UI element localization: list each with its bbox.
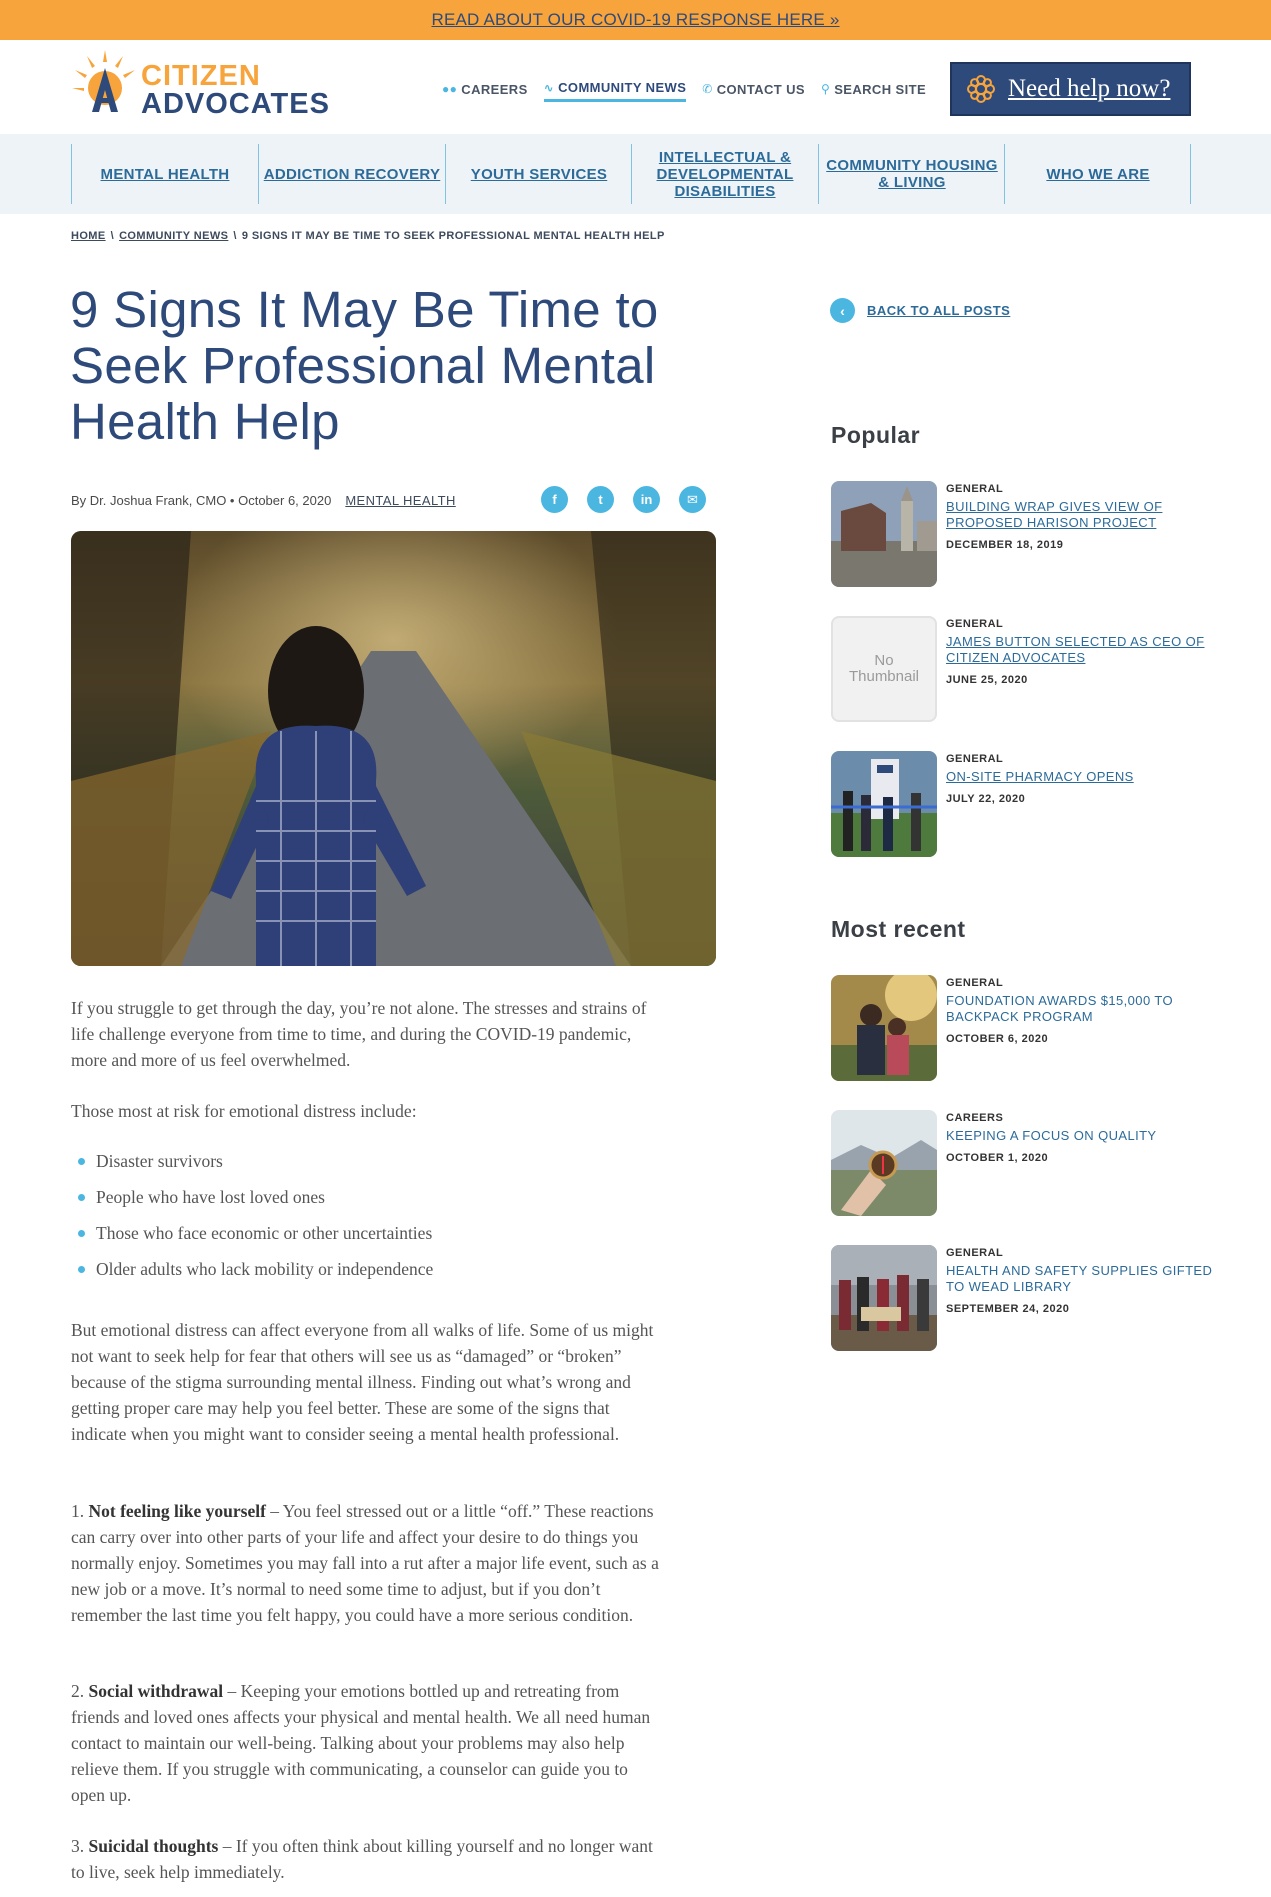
- recent-post[interactable]: [831, 1245, 1231, 1351]
- post-date: JUNE 25, 2020: [946, 674, 1028, 686]
- nav-careers[interactable]: [442, 80, 528, 102]
- popular-post[interactable]: [831, 751, 1231, 857]
- utility-nav: [442, 80, 942, 102]
- hero-image: [71, 531, 716, 966]
- breadcrumb-home[interactable]: HOME: [71, 230, 106, 242]
- breadcrumb-separator: \: [233, 230, 237, 242]
- post-date: DECEMBER 18, 2019: [946, 539, 1064, 551]
- covid-banner-link[interactable]: READ ABOUT OUR COVID-19 RESPONSE HERE »: [431, 10, 840, 29]
- nav-community-news-label: COMMUNITY NEWS: [558, 80, 687, 95]
- breadcrumb: [71, 230, 665, 242]
- sign-3-number: 3.: [71, 1836, 85, 1856]
- post-thumbnail[interactable]: [831, 975, 937, 1081]
- flower-icon: [966, 74, 996, 104]
- most-recent-heading: Most recent: [831, 916, 966, 942]
- post-category: GENERAL: [946, 483, 1004, 495]
- post-info: [946, 753, 1226, 805]
- logo[interactable]: [70, 48, 330, 118]
- post-thumbnail[interactable]: [831, 481, 937, 587]
- post-thumbnail[interactable]: [831, 1245, 937, 1351]
- post-category: GENERAL: [946, 618, 1004, 630]
- popular-post[interactable]: [831, 616, 1231, 722]
- phone-icon: ✆: [702, 82, 713, 96]
- woman-on-road-illustration: [71, 531, 716, 966]
- sign-2-text: – Keeping your emotions bottled up and retreating from friends and loved ones affects your physical and mental health. We all need human contact to maintain our well-being. Talking about your problems may also help relieve them. If you struggle with communicating, a counselor can guide you to open up.: [71, 1681, 651, 1805]
- building-thumbnail-image: [831, 481, 937, 587]
- breadcrumb-current: 9 SIGNS IT MAY BE TIME TO SEEK PROFESSIONAL MENTAL HEALTH HELP: [241, 230, 665, 242]
- sign-2-title: Social withdrawal: [88, 1681, 224, 1701]
- logo-mark-icon: [70, 48, 140, 118]
- search-icon: ⚲: [821, 82, 831, 96]
- main-nav-youth-services[interactable]: YOUTH SERVICES: [445, 144, 632, 204]
- no-thumbnail-line1: No: [874, 652, 894, 669]
- post-date: OCTOBER 1, 2020: [946, 1152, 1049, 1164]
- rss-icon: ∿: [543, 80, 555, 95]
- sign-3: [71, 1833, 661, 1885]
- post-category: GENERAL: [946, 1247, 1004, 1259]
- main-nav-who-we-are[interactable]: WHO WE ARE: [1004, 144, 1191, 204]
- article-paragraph-risk: Those most at risk for emotional distress include:: [71, 1101, 417, 1121]
- sign-1: [71, 1498, 661, 1628]
- sign-1-title: Not feeling like yourself: [88, 1501, 266, 1521]
- sign-1-text: – You feel stressed out or a little “off.” These reactions can carry over into other parts of your life and affect your desire to do things you normally enjoy. Sometimes you may fall into a rut after a major life event, such as a new job or a move. It’s normal to need some time to adjust, but if you don’t remember the last time you felt happy, you could have a more serious condition.: [71, 1501, 659, 1625]
- library-donation-thumbnail-image: [831, 1245, 937, 1351]
- main-nav-idd[interactable]: INTELLECTUAL & DEVELOPMENTAL DISABILITIES: [631, 144, 818, 204]
- logo-text: [141, 62, 330, 118]
- linkedin-icon[interactable]: in: [633, 486, 660, 513]
- no-thumbnail-line2: Thumbnail: [848, 668, 920, 685]
- popular-post[interactable]: [831, 481, 1231, 587]
- main-nav-addiction-recovery[interactable]: ADDICTION RECOVERY: [258, 144, 445, 204]
- post-info: [946, 483, 1226, 551]
- nav-search-site-label: SEARCH SITE: [834, 81, 927, 97]
- post-info: [946, 1112, 1226, 1164]
- post-info: [946, 1247, 1226, 1315]
- sign-2-number: 2.: [71, 1681, 85, 1701]
- back-to-posts-label: BACK TO ALL POSTS: [867, 303, 1011, 318]
- sign-1-number: 1.: [71, 1501, 85, 1521]
- nav-community-news[interactable]: [544, 80, 687, 102]
- post-category: GENERAL: [946, 977, 1004, 989]
- risk-list: [71, 1148, 661, 1292]
- list-item: Those who face economic or other uncertainties: [71, 1220, 661, 1256]
- post-title[interactable]: BUILDING WRAP GIVES VIEW OF PROPOSED HARISON PROJECT: [946, 499, 1163, 530]
- main-nav-mental-health[interactable]: MENTAL HEALTH: [71, 144, 258, 204]
- people-icon: ●●: [442, 82, 458, 96]
- popular-heading: Popular: [831, 422, 921, 448]
- recent-post[interactable]: [831, 1110, 1231, 1216]
- need-help-button[interactable]: [950, 62, 1191, 116]
- post-date: OCTOBER 6, 2020: [946, 1033, 1049, 1045]
- logo-line-advocates: ADVOCATES: [141, 88, 330, 120]
- post-title[interactable]: HEALTH AND SAFETY SUPPLIES GIFTED TO WEAD LIBRARY: [946, 1263, 1213, 1294]
- breadcrumb-separator: \: [110, 230, 115, 242]
- sign-2: [71, 1678, 661, 1808]
- nav-contact-us[interactable]: [702, 80, 805, 102]
- post-date: JULY 22, 2020: [946, 793, 1026, 805]
- page-title: 9 Signs It May Be Time to Seek Professional Mental Health Help: [70, 281, 659, 450]
- list-item: Older adults who lack mobility or independence: [71, 1256, 661, 1292]
- post-title[interactable]: FOUNDATION AWARDS $15,000 TO BACKPACK PROGRAM: [946, 993, 1173, 1024]
- post-title[interactable]: ON-SITE PHARMACY OPENS: [946, 769, 1134, 784]
- backpack-program-thumbnail-image: [831, 975, 937, 1081]
- email-icon[interactable]: ✉: [679, 486, 706, 513]
- facebook-icon[interactable]: f: [541, 486, 568, 513]
- article-paragraph-intro: If you struggle to get through the day, you’re not alone. The stresses and strains of life challenge everyone from time to time, and during the COVID-19 pandemic, more and more of us feel overwhelmed.: [71, 998, 647, 1070]
- post-category: GENERAL: [946, 753, 1004, 765]
- no-thumbnail-placeholder[interactable]: [831, 616, 937, 722]
- chevron-left-icon: ‹: [830, 298, 855, 323]
- back-to-posts-link[interactable]: [830, 298, 1010, 323]
- byline: By Dr. Joshua Frank, CMO • October 6, 2020: [71, 493, 332, 508]
- post-thumbnail[interactable]: [831, 751, 937, 857]
- breadcrumb-community-news[interactable]: COMMUNITY NEWS: [119, 230, 229, 242]
- post-title[interactable]: KEEPING A FOCUS ON QUALITY: [946, 1128, 1157, 1143]
- site-header: [0, 40, 1271, 134]
- post-category: CAREERS: [946, 1112, 1004, 1124]
- main-nav-community-housing[interactable]: COMMUNITY HOUSING & LIVING: [818, 144, 1005, 204]
- share-buttons: [541, 486, 706, 513]
- post-date: SEPTEMBER 24, 2020: [946, 1303, 1070, 1315]
- article-meta: [71, 493, 456, 508]
- article-category-link[interactable]: MENTAL HEALTH: [345, 493, 456, 508]
- nav-contact-us-label: CONTACT US: [716, 81, 806, 97]
- recent-post[interactable]: [831, 975, 1231, 1081]
- need-help-label: Need help now?: [1008, 75, 1171, 102]
- covid-banner: [0, 0, 1271, 40]
- nav-search-site[interactable]: [821, 80, 926, 102]
- logo-line-citizen: CITIZEN: [141, 60, 261, 92]
- post-title[interactable]: JAMES BUTTON SELECTED AS CEO OF CITIZEN ADVOCATES: [946, 634, 1205, 665]
- main-nav-divider: [1190, 144, 1191, 204]
- list-item: Disaster survivors: [71, 1148, 661, 1184]
- post-info: [946, 977, 1226, 1045]
- post-info: [946, 618, 1226, 686]
- article-paragraph-stigma: But emotional distress can affect everyone from all walks of life. Some of us might not want to seek help for fear that others will see us as “damaged” or “broken” because of the stigma surrounding mental illness. Finding out what’s wrong and getting proper care may help you feel better. These are some of the signs that indicate when you might want to consider seeing a mental health professional.: [71, 1320, 654, 1444]
- compass-thumbnail-image: [831, 1110, 937, 1216]
- sign-3-text: – If you often think about killing yourself and no longer want to live, seek help immediately.: [71, 1836, 653, 1882]
- post-thumbnail[interactable]: [831, 1110, 937, 1216]
- nav-careers-label: CAREERS: [461, 81, 528, 97]
- list-item: People who have lost loved ones: [71, 1184, 661, 1220]
- twitter-icon[interactable]: t: [587, 486, 614, 513]
- main-nav: [0, 134, 1271, 214]
- pharmacy-ribbon-thumbnail-image: [831, 751, 937, 857]
- sign-3-title: Suicidal thoughts: [88, 1836, 219, 1856]
